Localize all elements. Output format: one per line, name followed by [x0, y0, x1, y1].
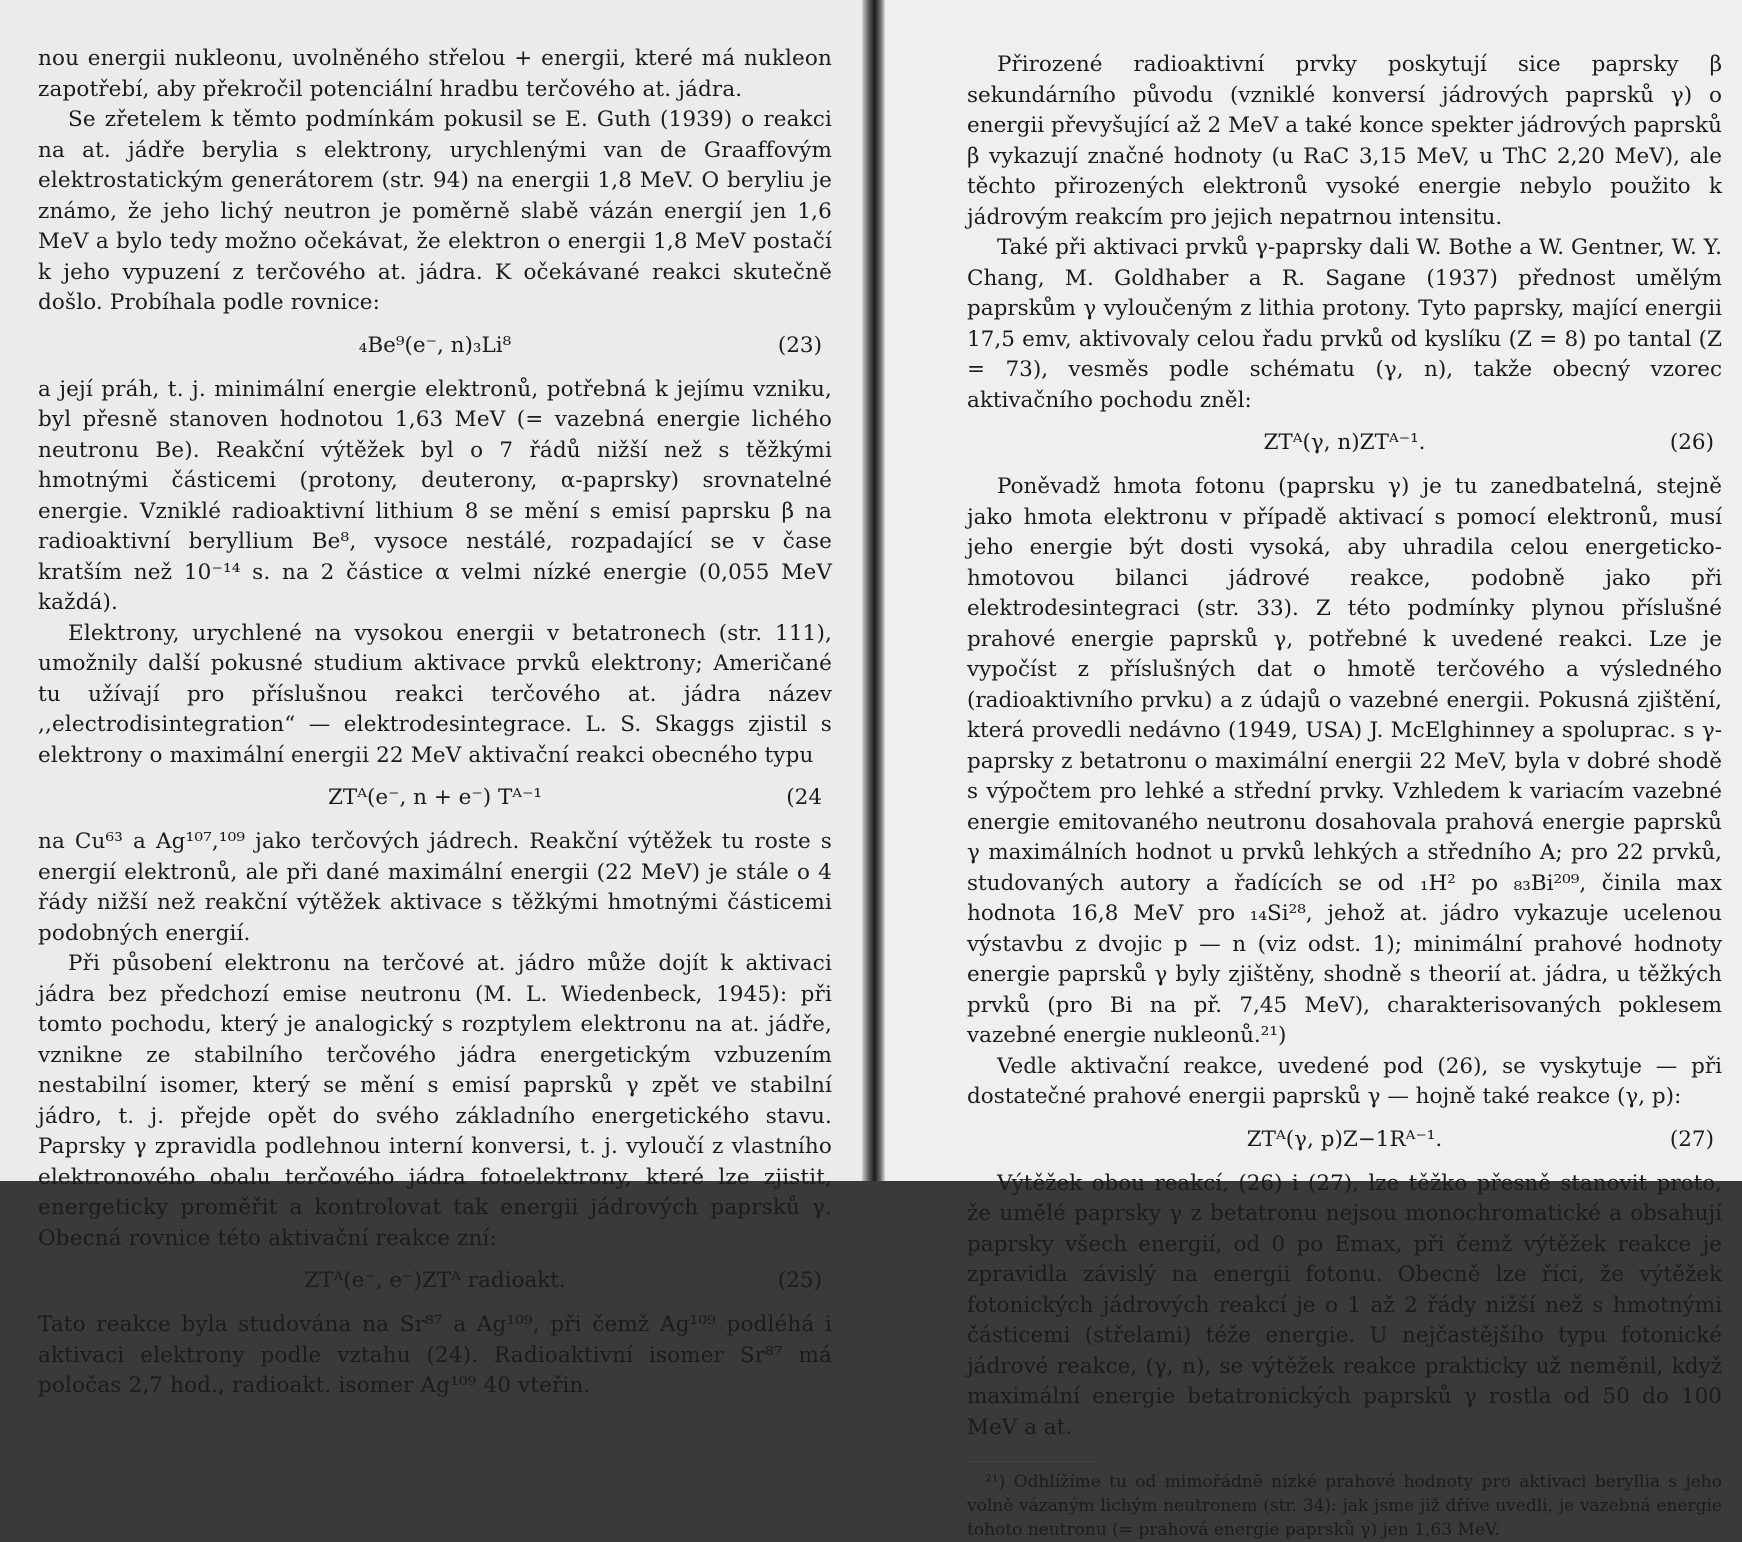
equation-formula: ZTᴬ(e⁻, n + e⁻) Tᴬ⁻¹ — [327, 785, 543, 810]
paragraph: na Cu⁶³ a Ag¹⁰⁷,¹⁰⁹ jako terčových jádrech. Reakční výtěžek tu roste s energií elektronů, ale při dané maximální energii (22 MeV) je stále o 4 řády nižší než reakční výtěžek aktivace s těžkými hmotnými částicemi podobných energií. — [38, 829, 832, 946]
equation-23 — [38, 325, 832, 367]
paragraph: Vedle aktivační reakce, uvedené pod (26), se vyskytuje — při dostatečné prahové energii paprsků γ — hojně také reakce (γ, p): — [967, 1053, 1722, 1109]
equation-number: (25) — [777, 1268, 822, 1293]
equation-number: (24 — [786, 785, 822, 810]
paragraph: a její práh, t. j. minimální energie elektronů, potřebná k jejímu vzniku, byl přesně stanoven hodnotou 1,63 MeV (= vazebná energie lichého neutronu Be). Reakční výtěžek byl o 7 řádů nižší než s těžkými hmotnými částicemi (protony, deuterony, α-paprsky) srovnatelné energie. Vzniklé radioaktivní lithium 8 se mění s emisí paprsku β na radioaktivní beryllium Be⁸, vysoce nestálé, rozpadající se v čase kratším než 10⁻¹⁴ s. na 2 částice α velmi nízké energie (0,055 MeV každá). — [38, 376, 832, 615]
equation-24 — [38, 777, 832, 819]
equation-number: (26) — [1669, 430, 1714, 455]
paragraph: Se zřetelem k těmto podmínkám pokusil se E. Guth (1939) o reakci na at. jádře berylia s elektrony, urychlenými van de Graaffovým elektrostatickým generátorem (str. 94) na energii 1,8 MeV. O beryliu je známo, že jeho lichý neutron je poměrně slabě vázán energií jen 1,6 MeV a bylo tedy možno očekávat, že elektron o energii 1,8 MeV postačí k jeho vypuzení z terčového at. jádra. K očekávané reakci skutečně došlo. Probíhala podle rovnice: — [38, 107, 832, 315]
paragraph: Poněvadž hmota fotonu (paprsku γ) je tu zanedbatelná, stejně jako hmota elektronu v případě aktivací s pomocí elektronů, musí jeho energie být dosti vysoká, aby uhradila celou energeticko-hmotovou bilanci jádrové reakce, podobně jako při elektrodesintegraci (str. 33). Z této podmínky plynou příslušné prahové energie paprsků γ, potřebné k uvedené reakci. Lze je vypočíst z příslušných dat o hmotě terčového a výsledného (radioaktivního prvku) a z údajů o vazebné energii. Pokusná zjištění, která provedli nedávno (1949, USA) J. McElghinney a spoluprac. s γ-paprsky z betatronu o maximální energii 22 MeV, byla v dobré shodě s výpočtem pro lehké a střední prvky. Vzhledem k variacím vazebné energie emitovaného neutronu dosahovala prahová energie paprsků γ maximálních hodnot u prvků lehkých a středního A; pro 22 prvků, studovaných autory a řadících se od ₁H² po ₈₃Bi²⁰⁹, činila max hodnota 16,8 MeV pro ₁₄Si²⁸, jehož at. jádro vykazuje ucelenou výstavbu z dvojic p — n (viz odst. 1); minimální prahové hodnoty energie paprsků γ byly zjištěny, shodně s theorií at. jádra, u těžkých prvků (pro Bi na př. 7,45 MeV), charakterisovaných poklesem vazebné energie nukleonů.²¹) — [967, 474, 1722, 1048]
paragraph: nou energii nukleonu, uvolněného střelou + energii, které má nukleon zapotřebí, aby překročil potenciální hradbu terčového at. jádra. — [38, 46, 832, 102]
footnote: ²¹) Odhlížíme tu od mimořádně nízké prahové hodnoty pro aktivaci beryllia s jeho volně vázaným lichým neutronem (str. 34): jak jsme již dříve uvedli, je vazebná energie tohoto neutronu (= prahová energie paprsků γ) jen 1,63 MeV. — [967, 1472, 1722, 1540]
equation-formula: ZTᴬ(e⁻, e⁻)ZTᴬ radioakt. — [304, 1268, 566, 1293]
equation-27 — [967, 1119, 1722, 1161]
footnote-rule — [967, 1461, 1097, 1462]
right-page — [885, 0, 1742, 1540]
equation-26 — [967, 422, 1722, 464]
equation-formula: ZTᴬ(γ, n)ZTᴬ⁻¹. — [1263, 430, 1426, 455]
book-gutter — [862, 0, 885, 1181]
left-page — [0, 0, 862, 1398]
equation-formula: ZTᴬ(γ, p)Z−1Rᴬ⁻¹. — [1246, 1126, 1443, 1152]
equation-25 — [38, 1260, 832, 1302]
paragraph: Přirozené radioaktivní prvky poskytují sice paprsky β sekundárního původu (vzniklé konversí jádrových paprsků γ) o energii převyšující až 2 MeV a také konce spekter jádrových paprsků β vykazují značné hodnoty (u RaC 3,15 MeV, u ThC 2,20 MeV), ale těchto přirozených elektronů vysoké energie nebylo použito k jádrovým reakcím pro jejich nepatrnou intensitu. — [967, 52, 1722, 230]
paragraph: Výtěžek obou reakcí, (26) i (27), lze těžko přesně stanovit proto, že umělé paprsky γ z betatronu nejsou monochromatické a obsahují paprsky všech energií, od 0 po Emax, při čemž výtěžek reakce je zpravidla závislý na energii fotonu. Obecně lze říci, že výtěžek fotonických jádrových reakcí je o 1 až 2 řády nižší než s hmotnými částicemi (střelami) téže energie. U nejčastějšího typu fotonické jádrové reakce, (γ, n), se výtěžek reakce prakticky už neměnil, když maximální energie betatronických paprsků γ rostla od 50 do 100 MeV a at. — [967, 1170, 1722, 1440]
paragraph: Tato reakce byla studována na Sr⁸⁷ a Ag¹⁰⁹, při čemž Ag¹⁰⁹ podléhá i aktivaci elektrony podle vztahu (24). Radioaktivní isomer Sr⁸⁷ má poločas 2,7 hod., radioakt. isomer Ag¹⁰⁹ 40 vteřin. — [38, 1312, 832, 1398]
paragraph: Také při aktivaci prvků γ-paprsky dali W. Bothe a W. Gentner, W. Y. Chang, M. Goldhaber a R. Sagane (1937) přednost umělým paprskům γ vyloučeným z lithia protony. Tyto paprsky, mající energii 17,5 emv, aktivovaly celou řadu prvků od kyslíku (Z = 8) po tantal (Z = 73), vesměs podle schématu (γ, n), takže obecný vzorec aktivačního pochodu zněl: — [967, 235, 1722, 413]
paragraph: Elektrony, urychlené na vysokou energii v betatronech (str. 111), umožnily další pokusné studium aktivace prvků elektrony; Američané tu užívají pro příslušnou reakci terčového at. jádra název ,,electrodisintegration“ — elektrodesintegrace. L. S. Skaggs zjistil s elektrony o maximální energii 22 MeV aktivační reakci obecného typu — [38, 620, 832, 768]
equation-number: (23) — [777, 332, 822, 358]
equation-number: (27) — [1669, 1126, 1714, 1152]
paragraph: Při působení elektronu na terčové at. jádro může dojít k aktivaci jádra bez předchozí emise neutronu (M. L. Wiedenbeck, 1945): při tomto pochodu, který je analogický s rozptylem elektronu na at. jádře, vznikne ze stabilního terčového jádra energetickým vzbuzením nestabilní isomer, který se mění s emisí paprsků γ zpět ve stabilní jádro, t. j. přejde opět do svého základního energetického stavu. Paprsky γ zpravidla podlehnou interní konversi, t. j. vyloučí z vlastního elektronového obalu terčového jádra fotoelektrony, které lze zjistit, energeticky proměřit a kontrolovat tak energii jádrových paprsků γ. Obecná rovnice této aktivační reakce zní: — [38, 951, 832, 1251]
equation-formula: ₄Be⁹(e⁻, n)₃Li⁸ — [358, 332, 512, 358]
